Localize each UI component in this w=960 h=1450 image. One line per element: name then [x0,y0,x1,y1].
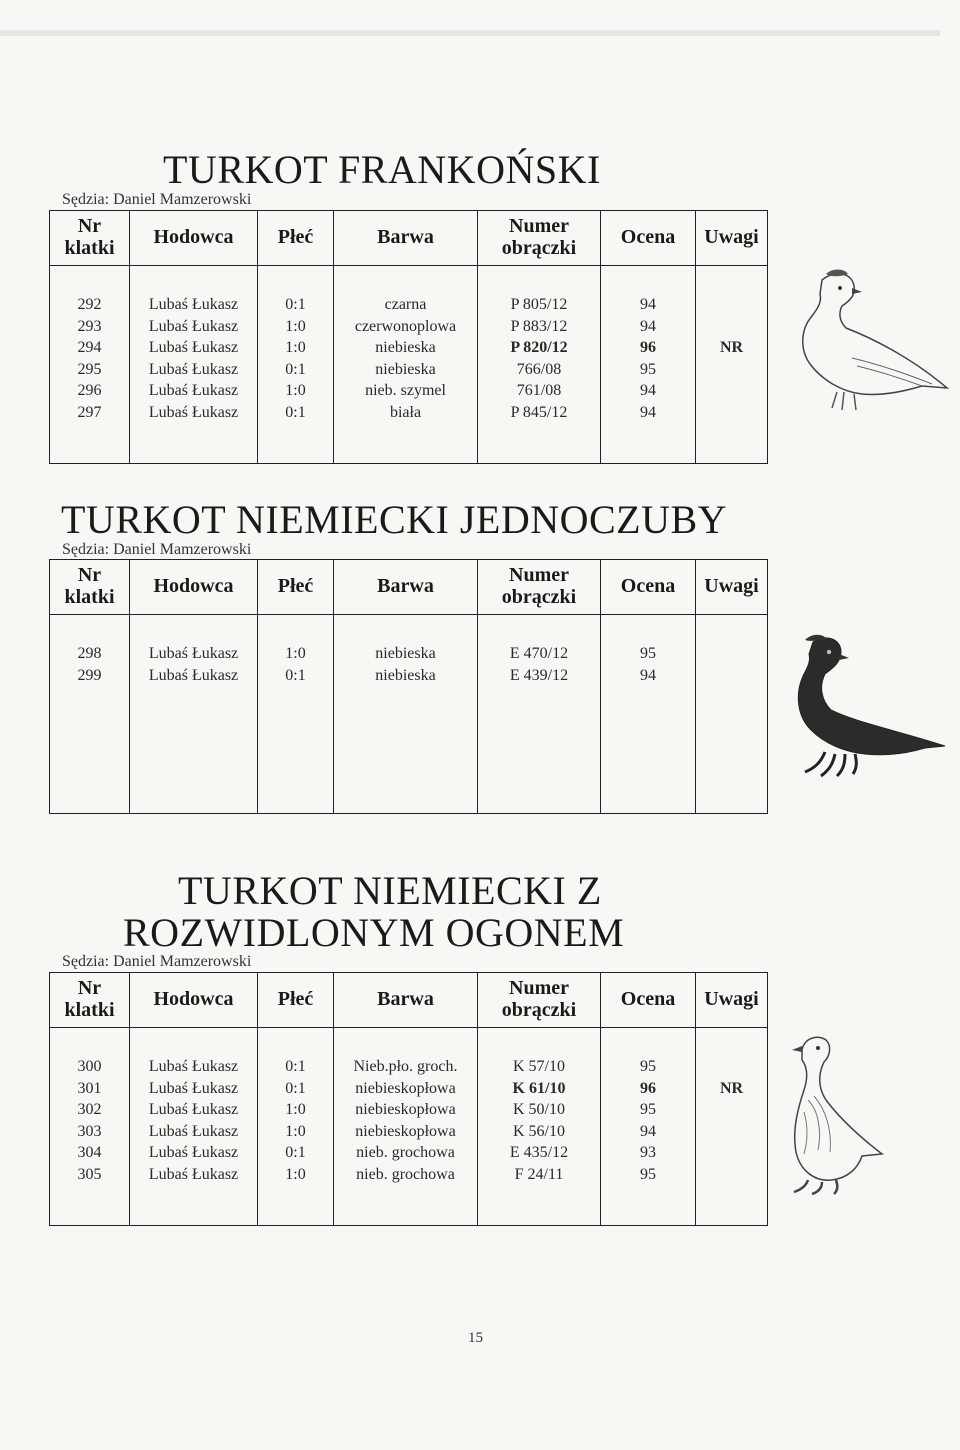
judge-label: Sędzia: Daniel Mamzerowski [62,953,252,970]
cell-numer: K 61/10 [478,1078,601,1100]
col-barwa-header: Barwa [334,973,478,1028]
cell-uwagi [696,1142,768,1164]
table-row [50,1099,768,1121]
cell-ocena: 95 [601,643,696,665]
col-ocena-header: Ocena [601,211,696,266]
cell-numer: P 883/12 [478,316,601,338]
cell-numer: F 24/11 [478,1164,601,1186]
cell-hodowca: Lubaś Łukasz [130,1142,258,1164]
cell-uwagi [696,1099,768,1121]
table-row [50,1078,768,1100]
cell-numer: 766/08 [478,359,601,381]
cell-uwagi [696,316,768,338]
cell-ocena: 94 [601,402,696,424]
col-hodowca-header: Hodowca [130,973,258,1028]
table-row [50,1121,768,1143]
cell-barwa: biała [334,402,478,424]
pigeon-icon [778,1030,888,1195]
cell-numer: 761/08 [478,380,601,402]
cell-barwa: niebieska [334,643,478,665]
cell-plec: 1:0 [258,1164,334,1186]
table-row [50,1142,768,1164]
col-ocena-header: Ocena [601,560,696,615]
page-number: 15 [468,1330,483,1346]
table-row [50,337,768,359]
cell-plec: 0:1 [258,1142,334,1164]
col-numer-header: Numer obrączki [478,211,601,266]
col-barwa-header: Barwa [334,560,478,615]
cell-hodowca: Lubaś Łukasz [130,1164,258,1186]
cell-hodowca: Lubaś Łukasz [130,402,258,424]
cell-uwagi [696,1121,768,1143]
header-row [50,973,768,1028]
cell-barwa: Nieb.pło. groch. [334,1056,478,1078]
cell-hodowca: Lubaś Łukasz [130,643,258,665]
cell-hodowca: Lubaś Łukasz [130,1078,258,1100]
cell-plec: 0:1 [258,1056,334,1078]
cell-hodowca: Lubaś Łukasz [130,337,258,359]
judge-label: Sędzia: Daniel Mamzerowski [62,191,252,208]
cell-hodowca: Lubaś Łukasz [130,316,258,338]
cell-numer: P 820/12 [478,337,601,359]
filler-row [50,686,768,814]
cell-nr: 298 [50,643,130,665]
cell-ocena: 94 [601,316,696,338]
cell-uwagi [696,294,768,316]
cell-hodowca: Lubaś Łukasz [130,1099,258,1121]
cell-hodowca: Lubaś Łukasz [130,665,258,687]
cell-ocena: 94 [601,380,696,402]
cell-plec: 1:0 [258,316,334,338]
cell-uwagi: NR [696,1078,768,1100]
filler-row [50,1185,768,1226]
cell-uwagi [696,402,768,424]
cell-numer: P 805/12 [478,294,601,316]
cell-barwa: nieb. grochowa [334,1142,478,1164]
section-title-line1: TURKOT NIEMIECKI Z [178,868,602,913]
cell-barwa: nieb. szymel [334,380,478,402]
col-ocena-header: Ocena [601,973,696,1028]
cell-hodowca: Lubaś Łukasz [130,1056,258,1078]
cell-uwagi [696,1164,768,1186]
cell-plec: 1:0 [258,1121,334,1143]
cell-numer: K 50/10 [478,1099,601,1121]
cell-nr: 302 [50,1099,130,1121]
col-uwagi-header: Uwagi [696,560,768,615]
cell-numer: K 57/10 [478,1056,601,1078]
cell-barwa: niebieska [334,665,478,687]
cell-numer: K 56/10 [478,1121,601,1143]
cell-hodowca: Lubaś Łukasz [130,359,258,381]
cell-ocena: 95 [601,359,696,381]
col-nr-header: Nr klatki [50,560,130,615]
entries-table [49,210,768,464]
header-row [50,560,768,615]
table-row [50,402,768,424]
cell-plec: 0:1 [258,359,334,381]
cell-barwa: niebieskopłowa [334,1078,478,1100]
table-row [50,643,768,665]
cell-plec: 0:1 [258,1078,334,1100]
cell-ocena: 94 [601,294,696,316]
header-row [50,211,768,266]
table-row [50,665,768,687]
col-numer-header: Numer obrączki [478,560,601,615]
cell-ocena: 94 [601,665,696,687]
cell-ocena: 93 [601,1142,696,1164]
col-nr-header: Nr klatki [50,973,130,1028]
entries-table [49,559,768,814]
cell-nr: 303 [50,1121,130,1143]
col-uwagi-header: Uwagi [696,211,768,266]
table-row [50,380,768,402]
spacer-row [50,266,768,295]
scan-edge-line [0,30,940,36]
cell-barwa: niebieskopłowa [334,1099,478,1121]
cell-numer: E 439/12 [478,665,601,687]
table-row [50,1164,768,1186]
judge-label: Sędzia: Daniel Mamzerowski [62,541,252,558]
cell-nr: 304 [50,1142,130,1164]
cell-plec: 1:0 [258,337,334,359]
cell-uwagi [696,665,768,687]
col-barwa-header: Barwa [334,211,478,266]
cell-nr: 296 [50,380,130,402]
table-row [50,359,768,381]
cell-plec: 0:1 [258,402,334,424]
cell-plec: 1:0 [258,380,334,402]
col-numer-header: Numer obrączki [478,973,601,1028]
cell-ocena: 95 [601,1056,696,1078]
cell-ocena: 94 [601,1121,696,1143]
col-plec-header: Płeć [258,973,334,1028]
cell-barwa: niebieska [334,359,478,381]
cell-nr: 295 [50,359,130,381]
cell-hodowca: Lubaś Łukasz [130,294,258,316]
cell-barwa: niebieska [334,337,478,359]
cell-uwagi [696,359,768,381]
cell-hodowca: Lubaś Łukasz [130,380,258,402]
cell-barwa: czarna [334,294,478,316]
cell-ocena: 95 [601,1164,696,1186]
pigeon-icon [775,634,955,779]
cell-nr: 292 [50,294,130,316]
cell-plec: 1:0 [258,1099,334,1121]
cell-uwagi [696,1056,768,1078]
section-title-line2: ROZWIDLONYM OGONEM [123,910,625,955]
cell-plec: 1:0 [258,643,334,665]
cell-ocena: 95 [601,1099,696,1121]
table-row [50,316,768,338]
col-nr-header: Nr klatki [50,211,130,266]
cell-uwagi: NR [696,337,768,359]
cell-barwa: niebieskopłowa [334,1121,478,1143]
cell-numer: E 435/12 [478,1142,601,1164]
cell-plec: 0:1 [258,294,334,316]
cell-plec: 0:1 [258,665,334,687]
entries-table [49,972,768,1226]
spacer-row [50,615,768,644]
spacer-row [50,1028,768,1057]
cell-barwa: czerwonoplowa [334,316,478,338]
cell-nr: 301 [50,1078,130,1100]
cell-ocena: 96 [601,1078,696,1100]
cell-nr: 299 [50,665,130,687]
section-title: TURKOT NIEMIECKI JEDNOCZUBY [61,497,728,542]
cell-uwagi [696,643,768,665]
table-row [50,294,768,316]
cell-hodowca: Lubaś Łukasz [130,1121,258,1143]
cell-nr: 300 [50,1056,130,1078]
col-hodowca-header: Hodowca [130,211,258,266]
cell-nr: 297 [50,402,130,424]
filler-row [50,423,768,464]
cell-numer: P 845/12 [478,402,601,424]
cell-nr: 293 [50,316,130,338]
cell-ocena: 96 [601,337,696,359]
col-uwagi-header: Uwagi [696,973,768,1028]
cell-nr: 294 [50,337,130,359]
cell-numer: E 470/12 [478,643,601,665]
col-plec-header: Płeć [258,211,334,266]
pigeon-icon [782,268,957,418]
cell-nr: 305 [50,1164,130,1186]
table-row [50,1056,768,1078]
cell-uwagi [696,380,768,402]
cell-barwa: nieb. grochowa [334,1164,478,1186]
section-title: TURKOT FRANKOŃSKI [163,147,601,192]
col-plec-header: Płeć [258,560,334,615]
col-hodowca-header: Hodowca [130,560,258,615]
